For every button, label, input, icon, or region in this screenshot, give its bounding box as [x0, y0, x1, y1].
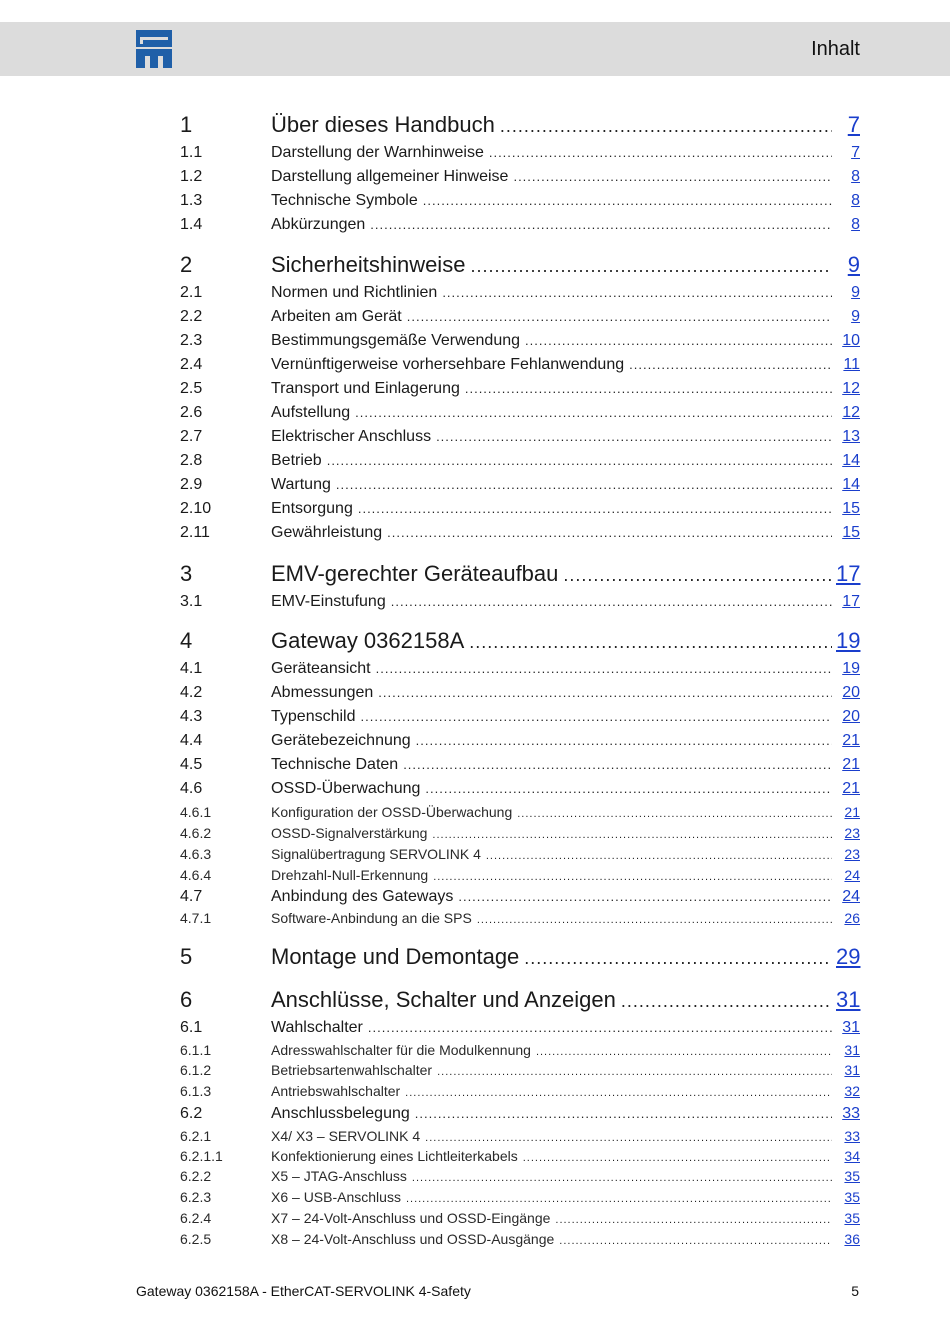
toc-entry-title: Software-Anbindung an die SPS	[271, 910, 472, 926]
toc-page-link[interactable]: 9	[851, 308, 860, 325]
toc-entry[interactable]	[180, 524, 860, 542]
toc-page-link[interactable]: 23	[844, 825, 860, 841]
toc-entry[interactable]	[180, 1210, 860, 1226]
toc-entry[interactable]	[180, 987, 860, 1013]
toc-leader-dots	[370, 217, 832, 232]
toc-entry-number: 2.9	[180, 476, 203, 493]
toc-page-link[interactable]: 21	[844, 804, 860, 820]
toc-entry[interactable]	[180, 804, 860, 820]
toc-page-link[interactable]: 9	[851, 284, 860, 301]
toc-entry-title: OSSD-Überwachung	[271, 780, 421, 797]
toc-entry[interactable]	[180, 1148, 860, 1164]
toc-entry[interactable]	[180, 846, 860, 862]
toc-leader-dots	[469, 632, 832, 653]
toc-leader-dots	[477, 914, 832, 926]
toc-entry-title: X7 – 24-Volt-Anschluss und OSSD-Eingänge	[271, 1210, 551, 1226]
toc-page-link[interactable]: 20	[842, 708, 860, 725]
toc-leader-dots	[629, 357, 832, 372]
toc-entry-title: Anschlüsse, Schalter und Anzeigen	[271, 987, 616, 1012]
toc-entry-number: 6.1.3	[180, 1083, 212, 1099]
toc-entry-number: 2.4	[180, 356, 203, 373]
toc-entry-title: X5 – JTAG-Anschluss	[271, 1168, 407, 1184]
toc-entry[interactable]	[180, 684, 860, 702]
toc-leader-dots	[523, 1152, 832, 1164]
toc-entry-title: Elektrischer Anschluss	[271, 428, 432, 445]
toc-leader-dots	[442, 285, 832, 300]
toc-leader-dots	[327, 453, 832, 468]
toc-page-link[interactable]: 35	[844, 1168, 860, 1184]
toc-page-link[interactable]: 24	[844, 867, 860, 883]
toc-entry-number: 6.2.4	[180, 1210, 212, 1226]
toc-page-link[interactable]: 17	[836, 561, 861, 586]
toc-entry-number: 6.2.2	[180, 1168, 212, 1184]
toc-entry-number: 4.6.4	[180, 867, 212, 883]
toc-page-link[interactable]: 13	[842, 428, 860, 445]
toc-entry-title: Anschlussbelegung	[271, 1105, 410, 1122]
toc-page-link[interactable]: 33	[842, 1105, 860, 1122]
toc-entry[interactable]	[180, 1105, 860, 1123]
toc-entry[interactable]	[180, 144, 860, 162]
toc-entry-number: 4.3	[180, 708, 203, 725]
toc-page-link[interactable]: 10	[842, 332, 860, 349]
toc-leader-dots	[458, 889, 832, 904]
toc-page-link[interactable]: 19	[842, 660, 860, 677]
toc-entry-title: Sicherheitshinweise	[271, 252, 466, 277]
toc-leader-dots	[563, 565, 832, 586]
toc-entry[interactable]	[180, 1042, 860, 1058]
toc-leader-dots	[517, 808, 832, 820]
toc-entry-number: 6.2.5	[180, 1231, 212, 1247]
toc-entry[interactable]	[180, 732, 860, 750]
toc-entry-title: EMV-gerechter Geräteaufbau	[271, 561, 559, 586]
toc-entry-title: Abkürzungen	[271, 216, 366, 233]
toc-page-link[interactable]: 31	[842, 1019, 860, 1036]
toc-entry-title: Geräteansicht	[271, 660, 371, 677]
toc-entry-number: 2.2	[180, 308, 203, 325]
toc-page-link[interactable]: 17	[842, 593, 860, 610]
toc-entry-title: Vernünftigerweise vorhersehbare Fehlanwendung	[271, 356, 625, 373]
toc-entry-number: 6.2.1.1	[180, 1148, 223, 1164]
toc-page-link[interactable]: 31	[844, 1042, 860, 1058]
toc-entry-number: 6.1.2	[180, 1062, 212, 1078]
toc-page-link[interactable]: 21	[842, 732, 860, 749]
toc-leader-dots	[405, 1087, 832, 1099]
toc-entry-number: 2.10	[180, 500, 212, 517]
toc-page-link[interactable]: 7	[847, 112, 860, 137]
toc-leader-dots	[368, 1020, 832, 1035]
toc-entry-title: Arbeiten am Gerät	[271, 308, 402, 325]
toc-entry-title: Aufstellung	[271, 404, 351, 421]
toc-entry[interactable]	[180, 1168, 860, 1184]
toc-entry-number: 4.7.1	[180, 910, 212, 926]
toc-entry[interactable]	[180, 1019, 860, 1037]
toc-entry-number: 6.1	[180, 1019, 203, 1036]
toc-page-link[interactable]: 8	[851, 168, 860, 185]
toc-entry[interactable]	[180, 252, 860, 278]
toc-leader-dots	[555, 1214, 832, 1226]
toc-entry-number: 3.1	[180, 593, 203, 610]
toc-entry-title: X8 – 24-Volt-Anschluss und OSSD-Ausgänge	[271, 1231, 555, 1247]
toc-entry-title: Wahlschalter	[271, 1019, 363, 1036]
toc-leader-dots	[387, 525, 832, 540]
toc-entry-number: 4.1	[180, 660, 203, 677]
toc-page-link[interactable]: 7	[851, 144, 860, 161]
toc-page-link[interactable]: 12	[842, 380, 860, 397]
toc-entry-title: Entsorgung	[271, 500, 353, 517]
toc-leader-dots	[500, 116, 832, 137]
toc-page-link[interactable]: 35	[844, 1189, 860, 1205]
toc-page-link[interactable]: 9	[847, 252, 860, 277]
toc-entry[interactable]	[180, 628, 860, 654]
toc-entry-title: Technische Daten	[271, 756, 399, 773]
toc-page-link[interactable]: 29	[836, 944, 861, 969]
toc-entry-number: 4.6.2	[180, 825, 212, 841]
toc-entry-number: 6	[180, 987, 193, 1012]
toc-entry-title: Normen und Richtlinien	[271, 284, 438, 301]
toc-leader-dots	[559, 1235, 832, 1247]
toc-entry[interactable]	[180, 561, 860, 587]
toc-page-link[interactable]: 20	[842, 684, 860, 701]
toc-entry[interactable]	[180, 1128, 860, 1144]
toc-entry-title: Konfektionierung eines Lichtleiterkabels	[271, 1148, 518, 1164]
toc-entry-number: 4.6.1	[180, 804, 212, 820]
toc-leader-dots	[403, 757, 832, 772]
footer-page-number: 5	[851, 1283, 859, 1299]
toc-page-link[interactable]: 12	[842, 404, 860, 421]
toc-entry[interactable]	[180, 910, 860, 926]
toc-page-link[interactable]: 23	[844, 846, 860, 862]
toc-page-link[interactable]: 8	[851, 192, 860, 209]
toc-entry[interactable]	[180, 500, 860, 518]
toc-leader-dots	[412, 1172, 832, 1184]
toc-page-link[interactable]: 31	[844, 1062, 860, 1078]
toc-page-link[interactable]: 35	[844, 1210, 860, 1226]
toc-entry-title: Technische Symbole	[271, 192, 418, 209]
toc-entry[interactable]	[180, 476, 860, 494]
toc-entry[interactable]	[180, 1083, 860, 1099]
toc-entry[interactable]	[180, 944, 860, 970]
toc-entry-number: 4.5	[180, 756, 203, 773]
toc-leader-dots	[391, 594, 832, 609]
toc-entry[interactable]	[180, 192, 860, 210]
toc-leader-dots	[406, 1193, 832, 1205]
toc-entry-title: Darstellung der Warnhinweise	[271, 144, 484, 161]
toc-entry-title: Konfiguration der OSSD-Überwachung	[271, 804, 513, 820]
toc-entry-title: Darstellung allgemeiner Hinweise	[271, 168, 509, 185]
toc-entry-title: Abmessungen	[271, 684, 374, 701]
toc-entry[interactable]	[180, 1062, 860, 1078]
toc-page-link[interactable]: 15	[842, 500, 860, 517]
toc-entry-title: Typenschild	[271, 708, 356, 725]
toc-entry[interactable]	[180, 380, 860, 398]
toc-leader-dots	[470, 256, 832, 277]
toc-entry-title: Bestimmungsgemäße Verwendung	[271, 332, 521, 349]
toc-entry[interactable]	[180, 112, 860, 138]
sew-logo-icon	[136, 30, 172, 68]
toc-leader-dots	[425, 781, 832, 796]
toc-entry-number: 2.8	[180, 452, 203, 469]
toc-page-link[interactable]: 32	[844, 1083, 860, 1099]
toc-entry-title: Transport und Einlagerung	[271, 380, 460, 397]
toc-entry-number: 5	[180, 944, 193, 969]
toc-entry-title: X4/ X3 – SERVOLINK 4	[271, 1128, 421, 1144]
toc-entry-number: 6.1.1	[180, 1042, 212, 1058]
toc-leader-dots	[432, 829, 832, 841]
page-header	[0, 22, 950, 76]
toc-page-link[interactable]: 24	[842, 888, 860, 905]
toc-entry-title: Signalübertragung SERVOLINK 4	[271, 846, 481, 862]
toc-entry[interactable]	[180, 284, 860, 302]
toc-entry-title: Anbindung des Gateways	[271, 888, 454, 905]
toc-entry-number: 2.3	[180, 332, 203, 349]
toc-entry[interactable]	[180, 1231, 860, 1247]
toc-entry[interactable]	[180, 867, 860, 883]
toc-leader-dots	[437, 1066, 832, 1078]
toc-page-link[interactable]: 14	[842, 476, 860, 493]
toc-entry[interactable]	[180, 356, 860, 374]
toc-entry-number: 3	[180, 561, 193, 586]
toc-entry-number: 4.6	[180, 780, 203, 797]
toc-entry-number: 6.2.1	[180, 1128, 212, 1144]
toc-leader-dots	[336, 477, 832, 492]
toc-page-link[interactable]: 33	[844, 1128, 860, 1144]
toc-entry[interactable]	[180, 428, 860, 446]
toc-leader-dots	[415, 1106, 832, 1121]
toc-page-link[interactable]: 34	[844, 1148, 860, 1164]
toc-entry-title: Gateway 0362158A	[271, 628, 465, 653]
toc-page-link[interactable]: 8	[851, 216, 860, 233]
toc-entry-title: Gewährleistung	[271, 524, 383, 541]
toc-entry-title: X6 – USB-Anschluss	[271, 1189, 401, 1205]
toc-leader-dots	[376, 661, 832, 676]
toc-leader-dots	[425, 1132, 832, 1144]
toc-entry[interactable]	[180, 780, 860, 798]
toc-entry-number: 4.4	[180, 732, 203, 749]
toc-entry[interactable]	[180, 708, 860, 726]
footer-document-title: Gateway 0362158A - EtherCAT-SERVOLINK 4-Safety	[136, 1283, 471, 1299]
toc-entry[interactable]	[180, 593, 860, 611]
toc-entry[interactable]	[180, 660, 860, 678]
toc-entry-number: 4.7	[180, 888, 203, 905]
toc-entry-title: Betriebsartenwahlschalter	[271, 1062, 433, 1078]
toc-leader-dots	[361, 709, 833, 724]
toc-leader-dots	[355, 405, 832, 420]
toc-entry-number: 4.2	[180, 684, 203, 701]
toc-entry-number: 1.4	[180, 216, 203, 233]
toc-leader-dots	[621, 991, 832, 1012]
toc-entry-title: Antriebswahlschalter	[271, 1083, 401, 1099]
toc-page-link[interactable]: 14	[842, 452, 860, 469]
toc-leader-dots	[486, 850, 832, 862]
toc-leader-dots	[407, 309, 832, 324]
toc-entry-title: Montage und Demontage	[271, 944, 520, 969]
toc-leader-dots	[433, 871, 832, 883]
toc-entry-number: 6.2	[180, 1105, 203, 1122]
toc-page-link[interactable]: 21	[842, 756, 860, 773]
toc-leader-dots	[465, 381, 832, 396]
toc-page-link[interactable]: 19	[836, 628, 861, 653]
toc-entry[interactable]	[180, 756, 860, 774]
toc-entry-number: 1.1	[180, 144, 203, 161]
toc-page-link[interactable]: 15	[842, 524, 860, 541]
toc-entry-number: 1	[180, 112, 193, 137]
toc-page-link[interactable]: 31	[836, 987, 861, 1012]
toc-entry[interactable]	[180, 168, 860, 186]
toc-leader-dots	[358, 501, 832, 516]
toc-leader-dots	[416, 733, 832, 748]
toc-page-link[interactable]: 36	[844, 1231, 860, 1247]
toc-leader-dots	[436, 429, 832, 444]
toc-entry[interactable]	[180, 404, 860, 422]
header-title: Inhalt	[811, 38, 860, 60]
toc-entry[interactable]	[180, 452, 860, 470]
toc-entry-title: Wartung	[271, 476, 331, 493]
toc-entry[interactable]	[180, 888, 860, 906]
toc-entry-title: Adresswahlschalter für die Modulkennung	[271, 1042, 531, 1058]
toc-entry[interactable]	[180, 216, 860, 234]
toc-entry-title: Betrieb	[271, 452, 322, 469]
toc-entry[interactable]	[180, 332, 860, 350]
toc-leader-dots	[525, 333, 832, 348]
toc-page-link[interactable]: 21	[842, 780, 860, 797]
toc-leader-dots	[423, 193, 832, 208]
toc-entry-title: Gerätebezeichnung	[271, 732, 411, 749]
toc-entry-number: 4	[180, 628, 193, 653]
toc-entry-number: 2.7	[180, 428, 203, 445]
toc-entry-number: 2.6	[180, 404, 203, 421]
toc-leader-dots	[378, 685, 832, 700]
toc-entry-title: OSSD-Signalverstärkung	[271, 825, 428, 841]
toc-entry-number: 2.5	[180, 380, 203, 397]
toc-page-link[interactable]: 26	[844, 910, 860, 926]
toc-entry[interactable]	[180, 308, 860, 326]
toc-leader-dots	[489, 145, 832, 160]
toc-entry-title: Drehzahl-Null-Erkennung	[271, 867, 429, 883]
toc-entry[interactable]	[180, 1189, 860, 1205]
toc-entry-title: Über dieses Handbuch	[271, 112, 495, 137]
toc-entry-title: EMV-Einstufung	[271, 593, 386, 610]
toc-leader-dots	[536, 1046, 832, 1058]
toc-entry-number: 1.3	[180, 192, 203, 209]
toc-leader-dots	[513, 169, 832, 184]
toc-entry-number: 2.11	[180, 524, 210, 541]
toc-entry-number: 2	[180, 252, 193, 277]
toc-page-link[interactable]: 11	[843, 356, 860, 373]
toc-leader-dots	[524, 948, 832, 969]
toc-entry-number: 4.6.3	[180, 846, 212, 862]
toc-entry-number: 6.2.3	[180, 1189, 212, 1205]
toc-entry-number: 2.1	[180, 284, 203, 301]
toc-entry-number: 1.2	[180, 168, 203, 185]
toc-entry[interactable]	[180, 825, 860, 841]
